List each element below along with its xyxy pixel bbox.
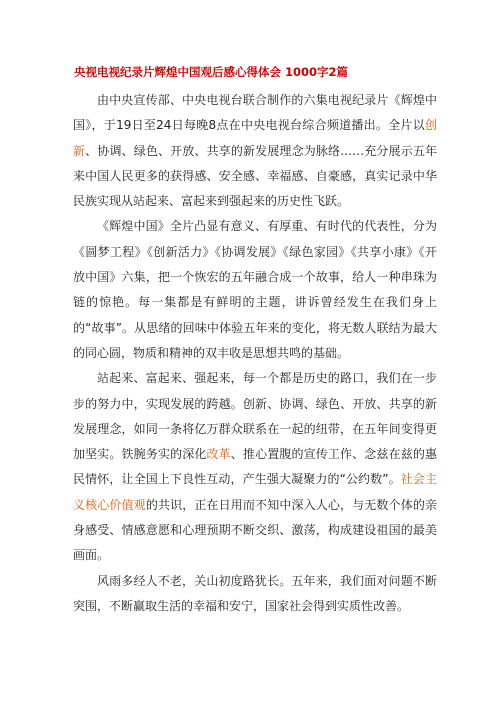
highlighted-keyword: 创新 [73,118,437,158]
document-title: 央视电视纪录片辉煌中国观后感心得体会 1000字2篇 [74,65,349,79]
paragraph-text: 、协调、绿色、开放、共享的新发展理念为脉络……充分展示五年来中国人民更多的获得感、安全感、幸福感、自豪感，真实记录中华民族实现从站起来、富起来到强起来的历史性飞跃。 [73,143,437,209]
paragraph-text: 的共识，正在日用而不知中深入人心，与无数个体的亲身感受、情感意愿和心理预期不断交织、激荡，构成建设祖国的最美画面。 [73,497,437,563]
paragraph [73,569,437,620]
paragraph [73,88,437,214]
highlighted-keyword: 社会主义核心价值观 [73,472,437,512]
paragraph-text: 由中央宣传部、中央电视台联合制作的六集电视纪录片《辉煌中国》，于19日至24日每晚8点在中央电视台综合频道播出。全片以 [73,93,437,133]
paragraph-text: 站起来、富起来、强起来，每一个都是历史的路口，我们在一步步的努力中，实现发展的跨越。创新、协调、绿色、开放、共享的新发展理念，如同一条将亿万群众联系在一起的纽带，在五年间变得更加坚实。铁腕务实的深化 [73,371,437,462]
paragraph [73,366,437,568]
document-body [73,88,437,619]
paragraph-text: 、推心置腹的宣传工作、念兹在兹的惠民情怀，让全国上下良性互动，产生强大凝聚力的“公约数”。 [73,447,437,487]
paragraph-text: 《辉煌中国》全片凸显有意义、有厚重、有时代的代表性，分为《圆梦工程》《创新活力》《协调发展》《绿色家园》《共享小康》《开放中国》六集，把一个恢宏的五年融合成一个故事，给人一种串珠为链的惊艳。每一集都是有鲜明的主题，讲诉曾经发生在我们身上的“故事”。从思绪的回味中体验五年来的变化，将无数人联结为最大的同心圆，物质和精神的双丰收是思想共鸣的基础。 [73,219,437,360]
paragraph-text: 风雨多经人不老，关山初度路犹长。五年来，我们面对问题不断突围，不断赢取生活的幸福和安宁，国家社会得到实质性改善。 [73,573,437,613]
highlighted-keyword: 改革 [206,447,231,462]
paragraph [73,214,437,366]
